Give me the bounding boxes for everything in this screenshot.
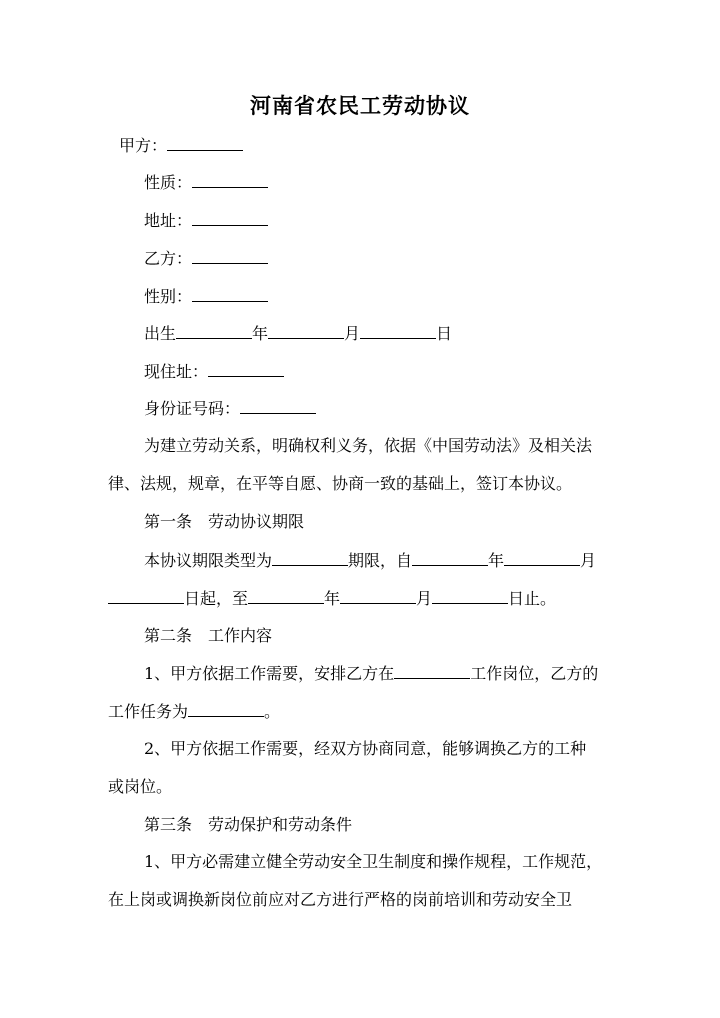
birth-prefix: 出生 (144, 324, 177, 343)
article-2-item-2-line-2: 或岗位。 (108, 777, 173, 796)
birth-day-blank (360, 323, 436, 339)
start-month-blank (504, 550, 580, 566)
address-label: 地址： (144, 211, 193, 230)
end-year-blank (248, 588, 324, 604)
intro-line-1: 为建立劳动关系，明确权利义务，依据《中国劳动法》及相关法 (144, 436, 593, 455)
work-post-blank (394, 663, 470, 679)
article-3-heading: 第三条 劳动保护和劳动条件 (144, 815, 353, 834)
party-a-address-line (144, 210, 268, 231)
work-task-blank (188, 701, 264, 717)
birth-month-blank (268, 323, 344, 339)
birth-year-label: 年 (252, 324, 269, 343)
id-number-blank (240, 398, 316, 414)
gender-label: 性别： (144, 287, 193, 306)
article-2-item-1-line-1 (144, 663, 598, 684)
birth-year-blank (176, 323, 252, 339)
end-year-label: 年 (324, 589, 341, 608)
article-2-item-2-line-1: 2、甲方依据工作需要，经双方协商同意，能够调换乙方的工种 (144, 739, 587, 758)
end-month-label: 月 (416, 589, 433, 608)
nature-blank (192, 172, 268, 188)
term-from-label: 期限，自 (348, 551, 413, 570)
residence-label: 现住址： (144, 362, 209, 381)
work-task-period: 。 (264, 702, 281, 721)
residence-line (144, 361, 284, 382)
party-a-line (119, 135, 243, 156)
work-arrangement-label: 1、甲方依据工作需要，安排乙方在 (144, 664, 395, 683)
id-number-label: 身份证号码： (144, 399, 241, 418)
nature-label: 性质： (144, 173, 193, 192)
party-a-label: 甲方： (119, 136, 168, 155)
party-a-blank (167, 135, 243, 151)
start-day-label: 日起，至 (184, 589, 249, 608)
term-type-label: 本协议期限类型为 (144, 551, 273, 570)
party-b-blank (192, 248, 268, 264)
work-task-label: 工作任务为 (108, 702, 189, 721)
term-type-blank (272, 550, 348, 566)
residence-blank (208, 361, 284, 377)
birth-month-label: 月 (344, 324, 361, 343)
id-number-line (144, 398, 316, 419)
article-1-heading: 第一条 劳动协议期限 (144, 512, 305, 531)
party-b-label: 乙方： (144, 249, 193, 268)
party-a-nature-line (144, 172, 268, 193)
birth-day-label: 日 (436, 324, 453, 343)
work-post-suffix: 工作岗位，乙方的 (470, 664, 599, 683)
article-3-item-1-line-2: 在上岗或调换新岗位前应对乙方进行严格的岗前培训和劳动安全卫 (108, 890, 573, 909)
document-title: 河南省农民工劳动协议 (250, 93, 470, 118)
article-1-line-2 (108, 588, 556, 609)
start-year-label: 年 (488, 551, 505, 570)
end-day-blank (432, 588, 508, 604)
article-2-item-1-line-2 (108, 701, 280, 722)
party-b-line (144, 248, 268, 269)
start-year-blank (412, 550, 488, 566)
gender-blank (192, 286, 268, 302)
start-day-blank (108, 588, 184, 604)
end-day-label: 日止。 (508, 589, 557, 608)
gender-line (144, 286, 268, 307)
address-blank (192, 210, 268, 226)
birth-line (144, 323, 452, 344)
end-month-blank (340, 588, 416, 604)
article-2-heading: 第二条 工作内容 (144, 626, 273, 645)
intro-line-2: 律、法规，规章，在平等自愿、协商一致的基础上，签订本协议。 (108, 474, 573, 493)
start-month-label: 月 (580, 551, 597, 570)
article-3-item-1-line-1: 1、甲方必需建立健全劳动安全卫生制度和操作规程，工作规范， (144, 852, 603, 871)
article-1-line-1 (144, 550, 596, 571)
